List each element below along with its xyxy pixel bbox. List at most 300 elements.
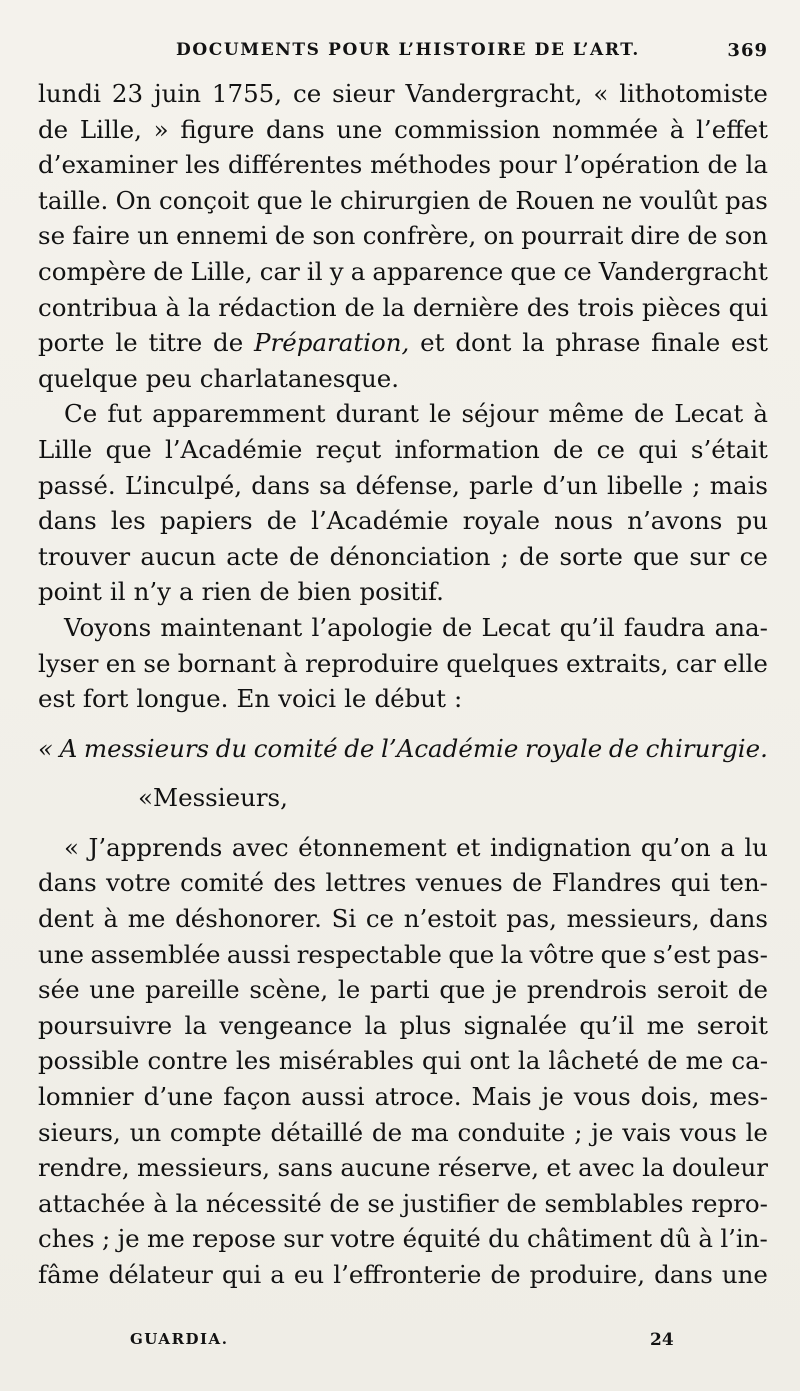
word: réserve,	[437, 1153, 540, 1183]
word: comité	[253, 733, 338, 763]
word: étonnement	[298, 832, 447, 862]
word: de	[519, 541, 550, 571]
page-header	[38, 40, 768, 70]
word: me	[127, 904, 166, 934]
word: aucune	[340, 1153, 431, 1183]
word: 23	[111, 79, 144, 108]
word: de	[371, 1117, 403, 1147]
word: lomnier	[38, 1082, 134, 1112]
word: un	[137, 221, 169, 251]
word: sieurs,	[38, 1117, 121, 1147]
word: conçoit	[158, 185, 250, 215]
word: lettres	[325, 868, 407, 898]
word: de	[344, 292, 375, 322]
word: pas-	[716, 939, 768, 969]
word: royale	[524, 733, 603, 763]
word: de	[38, 114, 69, 144]
word: plus	[399, 1010, 452, 1040]
word: extraits,	[566, 648, 669, 678]
text-line	[38, 325, 768, 361]
word: ce	[739, 541, 768, 571]
word: scène,	[249, 975, 329, 1005]
word: ana-	[714, 612, 768, 642]
word: A	[59, 733, 78, 763]
word: assemblée	[90, 939, 221, 969]
word: faudra	[623, 612, 706, 642]
word: ennemi	[176, 221, 268, 251]
text-line	[38, 1221, 768, 1257]
page-footer	[38, 1330, 768, 1360]
word: à	[153, 1188, 168, 1218]
text-line	[38, 218, 768, 254]
word: comité	[180, 868, 264, 898]
word: se	[143, 648, 171, 678]
word: ;	[500, 541, 509, 571]
word: qui	[728, 292, 768, 322]
word: positif.	[359, 577, 444, 607]
word: son	[724, 221, 768, 251]
word: qu’il	[559, 612, 615, 642]
text-line	[38, 1115, 768, 1151]
word: de	[289, 541, 320, 571]
word: me	[646, 1010, 685, 1040]
word: Vandergracht	[598, 256, 768, 286]
word: a	[720, 832, 735, 862]
word: il	[306, 256, 323, 286]
text-line	[38, 254, 768, 290]
word: de	[634, 399, 665, 429]
word: apparence	[372, 256, 504, 286]
word: a	[350, 256, 366, 286]
word: en	[105, 648, 137, 678]
word: nous	[554, 506, 614, 536]
word: poursuivre	[38, 1010, 173, 1040]
word: sieur	[332, 79, 395, 108]
word: du	[488, 1224, 520, 1254]
word: finale	[651, 328, 721, 358]
word: commission	[394, 114, 541, 144]
word: les	[185, 150, 221, 180]
word: sée	[38, 975, 80, 1005]
word: Messieurs,	[153, 783, 288, 813]
word: Lille,	[190, 256, 253, 286]
word: que	[439, 975, 486, 1005]
text-line	[38, 396, 768, 432]
word: équité	[402, 1224, 481, 1254]
word: chirurgie.	[645, 733, 768, 763]
word: le	[344, 684, 367, 714]
word: «	[38, 733, 53, 763]
word: a	[179, 577, 194, 607]
word: le	[310, 185, 333, 215]
word: n’estoit	[403, 904, 497, 934]
word: compère	[38, 256, 147, 286]
word: le	[115, 328, 138, 358]
word: ce	[563, 256, 592, 286]
word: dans	[38, 868, 97, 898]
word: que	[510, 256, 557, 286]
word: ten-	[719, 868, 768, 898]
word: qu’il	[579, 1010, 635, 1040]
sheet-number: 24	[650, 1330, 674, 1350]
word: la	[382, 292, 405, 322]
word: justifier	[402, 1188, 499, 1218]
text-line	[38, 361, 768, 397]
word: car	[675, 648, 716, 678]
word: ne	[602, 185, 633, 215]
word: 1755,	[211, 79, 283, 108]
word: que	[600, 939, 647, 969]
word: et	[420, 328, 445, 358]
word: nommée	[552, 114, 659, 144]
word: même	[548, 399, 624, 429]
word: votre	[330, 1224, 396, 1254]
word: aussi	[301, 1082, 365, 1112]
word: du	[215, 733, 248, 763]
word: nécessité	[205, 1188, 322, 1218]
word: pour	[498, 150, 557, 180]
word: je	[541, 1082, 564, 1112]
word: la	[522, 328, 545, 358]
text-line	[38, 432, 768, 468]
word: misérables	[278, 1046, 414, 1076]
word: Préparation,	[254, 328, 410, 358]
word: délateur	[108, 1260, 213, 1289]
word: l’Académie	[164, 434, 303, 464]
word: Voyons	[64, 612, 152, 642]
word: rédaction	[218, 292, 337, 322]
word: mais	[709, 470, 768, 500]
word: de	[506, 1188, 537, 1218]
word: longue.	[136, 684, 229, 714]
word: de	[553, 434, 584, 464]
word: vôtre	[529, 939, 595, 969]
running-title: DOCUMENTS POUR L’HISTOIRE DE L’ART.	[176, 40, 640, 60]
word: de	[153, 256, 184, 286]
text-line	[38, 468, 768, 504]
word: de	[442, 612, 473, 642]
word: un	[129, 1117, 162, 1147]
word: ce	[365, 904, 395, 934]
word: seroit	[656, 975, 729, 1005]
word: une	[89, 975, 136, 1005]
word: de	[266, 506, 297, 536]
word: vous	[679, 1117, 737, 1147]
word: confrère,	[362, 221, 477, 251]
word: l’opération	[564, 150, 700, 180]
text-line	[38, 780, 768, 816]
word: de	[647, 1046, 678, 1076]
word: parti	[369, 975, 430, 1005]
word: une	[721, 1260, 768, 1289]
word: que	[256, 185, 303, 215]
text-line	[38, 147, 768, 183]
word: Lecat	[674, 399, 744, 429]
word: »	[153, 114, 169, 144]
word: n’y	[133, 577, 171, 607]
word: s’était	[690, 434, 768, 464]
word: et	[546, 1153, 571, 1183]
word: pourrait	[521, 221, 624, 251]
word: libelle	[606, 470, 684, 500]
word: papiers	[159, 506, 253, 536]
word: le	[429, 399, 452, 429]
word: passé.	[38, 470, 116, 500]
word: charlatanesque.	[199, 363, 400, 393]
word: Flandres	[551, 868, 662, 898]
word: dû	[659, 1224, 691, 1254]
word: rendre,	[38, 1153, 130, 1183]
word: lâcheté	[548, 1046, 640, 1076]
word: fut	[107, 399, 143, 429]
word: dans	[709, 904, 768, 934]
word: je	[117, 1224, 140, 1254]
word: les	[110, 506, 146, 536]
word: quelques	[446, 648, 559, 678]
word: vengeance	[219, 1010, 353, 1040]
word: les	[235, 1046, 271, 1076]
word: phrase	[555, 328, 641, 358]
word: signalée	[463, 1010, 567, 1040]
word: point	[38, 577, 102, 607]
word: repose	[192, 1224, 276, 1254]
word: qui	[638, 434, 678, 464]
word: peu	[145, 363, 192, 393]
word: Rouen	[515, 185, 595, 215]
text-line	[38, 539, 768, 575]
word: aucun	[140, 541, 217, 571]
word: de	[274, 221, 306, 251]
word: dernière	[412, 292, 520, 322]
word: qu’on	[640, 832, 711, 862]
text-line	[38, 937, 768, 973]
word: l’Académie	[381, 733, 519, 763]
word: douleur	[671, 1153, 768, 1183]
word: L’inculpé,	[124, 470, 243, 500]
word: compte	[169, 1117, 262, 1147]
text-line	[38, 1186, 768, 1222]
word: ont	[469, 1046, 510, 1076]
word: porte	[38, 328, 105, 358]
word: ;	[574, 1117, 583, 1147]
word: de	[608, 733, 639, 763]
word: de	[490, 1260, 521, 1289]
text-line	[38, 76, 768, 112]
word: méthodes	[370, 150, 492, 180]
word: bornant	[177, 648, 276, 678]
text-line	[38, 610, 768, 646]
word: la	[642, 1153, 665, 1183]
word: attachée	[38, 1188, 146, 1218]
word: qui	[422, 1046, 462, 1076]
text-line	[38, 183, 768, 219]
word: «	[138, 783, 153, 813]
word: châtiment	[527, 1224, 653, 1254]
word: défense,	[355, 470, 460, 500]
word: je	[495, 975, 518, 1005]
word: bien	[297, 577, 352, 607]
word: trouver	[38, 541, 131, 571]
word: l’effronterie	[333, 1260, 482, 1289]
word: pas,	[506, 904, 557, 934]
word: Lecat	[481, 612, 551, 642]
word: lithotomiste	[619, 79, 768, 108]
word: contribua	[38, 292, 158, 322]
word: vais	[622, 1117, 672, 1147]
word: de	[259, 577, 290, 607]
text-line	[38, 830, 768, 866]
word: se	[367, 1188, 395, 1218]
text-line	[38, 1257, 768, 1293]
word: voulût	[639, 185, 718, 215]
word: sur	[689, 541, 730, 571]
word: séjour	[461, 399, 539, 429]
word: car	[259, 256, 300, 286]
page-number: 369	[727, 40, 768, 61]
word: dois,	[640, 1082, 700, 1112]
word: semblables	[544, 1188, 684, 1218]
word: sa	[319, 470, 347, 500]
word: aussi	[226, 939, 291, 969]
word: de	[737, 975, 768, 1005]
word: conduite	[457, 1117, 566, 1147]
word: que	[448, 939, 495, 969]
word: taille.	[38, 185, 109, 215]
word: J’apprends	[88, 832, 223, 862]
word: et	[456, 832, 481, 862]
word: fâme	[38, 1260, 100, 1289]
word: ;	[101, 1224, 111, 1254]
word: qui	[670, 868, 711, 898]
word: me	[685, 1046, 724, 1076]
word: à	[698, 1224, 713, 1254]
text-line	[38, 731, 768, 767]
word: pareille	[145, 975, 240, 1005]
word: En	[236, 684, 271, 714]
word: On	[115, 185, 152, 215]
word: façon	[223, 1082, 292, 1112]
word: de	[512, 868, 543, 898]
word: elle	[723, 648, 768, 678]
word: de	[707, 150, 738, 180]
word: pièces	[642, 292, 721, 322]
word: sur	[283, 1224, 324, 1254]
word: de	[477, 185, 508, 215]
word: dent	[38, 904, 94, 934]
word: Lille	[38, 434, 93, 464]
word: rien	[201, 577, 252, 607]
word: dire	[630, 221, 681, 251]
word: ;	[692, 470, 701, 500]
word: titre	[148, 328, 203, 358]
word: information	[394, 434, 540, 464]
word: lyser	[38, 648, 99, 678]
word: détaillé	[270, 1117, 364, 1147]
word: une	[336, 114, 383, 144]
word: indignation	[489, 832, 632, 862]
word: sorte	[559, 541, 623, 571]
word: dans	[266, 114, 325, 144]
word: avec	[578, 1153, 635, 1183]
word: dans	[654, 1260, 713, 1289]
word: à	[103, 904, 119, 934]
word: l’effet	[696, 114, 768, 144]
word: à	[753, 399, 768, 429]
word: «	[593, 79, 609, 108]
word: Vandergracht,	[405, 79, 583, 108]
word: des	[526, 292, 570, 322]
word: messieurs,	[566, 904, 700, 934]
word: à	[165, 292, 181, 322]
word: que	[633, 541, 680, 571]
word: ca-	[731, 1046, 768, 1076]
word: des	[273, 868, 317, 898]
text-line	[38, 901, 768, 937]
word: à	[669, 114, 685, 144]
text-line	[38, 1079, 768, 1115]
word: avec	[231, 832, 289, 862]
text-line	[38, 1043, 768, 1079]
word: contre	[147, 1046, 228, 1076]
word: sans	[277, 1153, 334, 1183]
word: dénonciation	[329, 541, 491, 571]
word: Lille,	[79, 114, 142, 144]
word: mes-	[709, 1082, 768, 1112]
word: dans	[38, 506, 97, 536]
word: lundi	[38, 79, 101, 108]
word: juin	[153, 79, 201, 108]
word: vous	[573, 1082, 631, 1112]
word: reproduire	[305, 648, 440, 678]
word: lu	[744, 832, 768, 862]
word: est	[38, 684, 75, 714]
word: maintenant	[160, 612, 303, 642]
word: n’avons	[627, 506, 723, 536]
word: acte	[226, 541, 279, 571]
word: parle	[469, 470, 534, 500]
word: à	[283, 648, 298, 678]
text-line	[38, 681, 768, 717]
word: l’in-	[720, 1224, 768, 1254]
word: ce	[293, 79, 322, 108]
word: eu	[293, 1260, 325, 1289]
word: d’examiner	[38, 150, 178, 180]
word: messieurs,	[137, 1153, 271, 1183]
word: s’est	[653, 939, 711, 969]
word: la	[364, 1010, 388, 1040]
word: royale	[462, 506, 540, 536]
word: figure	[180, 114, 255, 144]
word: ma	[410, 1117, 449, 1147]
word: la	[187, 292, 211, 322]
word: dont	[455, 328, 512, 358]
word: est	[731, 328, 768, 358]
word: Si	[331, 904, 357, 934]
word: produire,	[529, 1260, 646, 1289]
word: début	[374, 684, 446, 714]
word: ce	[596, 434, 625, 464]
word: fort	[82, 684, 129, 714]
text-line	[38, 290, 768, 326]
text-line	[38, 574, 768, 610]
word: de	[687, 221, 718, 251]
word: se	[38, 221, 66, 251]
word: voici	[278, 684, 337, 714]
word: reçut	[315, 434, 382, 464]
word: a	[270, 1260, 285, 1289]
word: l’Académie	[311, 506, 449, 536]
word: y	[329, 256, 344, 286]
